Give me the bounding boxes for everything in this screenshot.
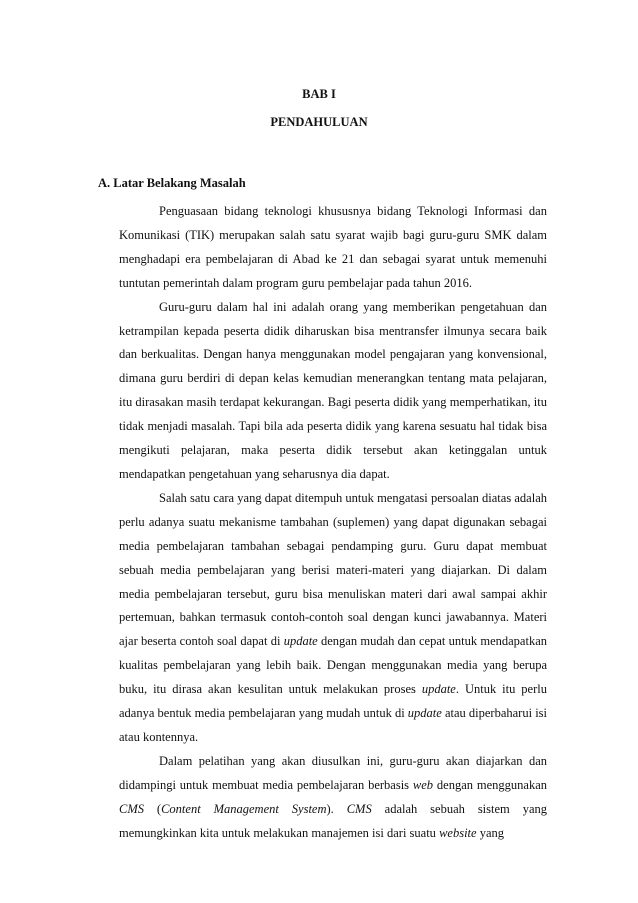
paragraph xyxy=(119,750,547,846)
text-run: Penguasaan bidang teknologi khususnya bidang Teknologi Informasi dan Komunikasi (TIK) merupakan salah satu syarat wajib bagi guru-guru SMK dalam menghadapi era pembelajaran di Abad ke 21 dan sebagai syarat untuk memenuhi tuntutan pemerintah dalam program guru pembelajar pada tahun 2016. xyxy=(119,204,547,290)
text-run: . Untuk itu perlu adanya bentuk media pembelajaran yang mudah untuk di xyxy=(119,682,547,721)
chapter-number: BAB I xyxy=(302,87,336,101)
italic-term: CMS xyxy=(119,801,144,816)
text-run: ( xyxy=(144,801,162,816)
italic-term: update xyxy=(407,706,442,721)
paragraph xyxy=(119,296,547,487)
paragraph xyxy=(119,200,547,296)
italic-term: update xyxy=(421,682,456,697)
italic-term: CMS xyxy=(346,801,372,816)
body-text xyxy=(119,200,547,845)
text-run: Guru-guru dalam hal ini adalah orang yang memberikan pengetahuan dan ketrampilan kepada peserta didik diharuskan bisa mentransfer ilmunya secara baik dan berkualitas. Dengan hanya menggunakan model pengajaran yang konvensional, dimana guru berdiri di depan kelas kemudian menerangkan tentang mata pelajaran, itu dirasakan masih terdapat kekurangan. Bagi peserta didik yang memperhatikan, itu tidak menjadi masalah. Tapi bila ada peserta didik yang karena sesuatu hal tidak bisa mengikuti pelajaran, maka peserta didik tersebut akan ketinggalan untuk mendapatkan pengetahuan yang seharusnya dia dapat. xyxy=(119,299,547,481)
text-run: dengan menggunakan xyxy=(433,777,547,792)
italic-term: website xyxy=(439,825,477,840)
text-run: adalah sebuah sistem yang memungkinkan kita untuk melakukan manajemen isi dari suatu xyxy=(119,801,547,840)
paragraph xyxy=(119,487,547,750)
italic-term: Content Management System xyxy=(161,801,327,816)
text-run: dengan mudah dan cepat untuk mendapatkan kualitas pembelajaran yang lebih baik. Dengan menggunakan media yang berupa buku, itu dirasa akan kesulitan untuk melakukan proses xyxy=(119,634,547,697)
text-run: Salah satu cara yang dapat ditempuh untuk mengatasi persoalan diatas adalah perlu adanya suatu mekanisme tambahan (suplemen) yang dapat digunakan sebagai media pembelajaran tambahan sebagai pendamping guru. Guru dapat membuat sebuah media pembelajaran yang berisi materi-materi yang diajarkan. Di dalam media pembelajaran tersebut, guru bisa menuliskan materi dari awal sampai akhir pertemuan, bahkan termasuk contoh-contoh soal dengan kunci jawabannya. Materi ajar beserta contoh soal dapat di xyxy=(119,490,547,649)
text-run: ). xyxy=(326,801,347,816)
italic-term: update xyxy=(283,634,318,649)
chapter-title: PENDAHULUAN xyxy=(270,115,368,129)
text-run: Dalam pelatihan yang akan diusulkan ini, guru-guru akan diajarkan dan didampingi untuk membuat media pembelajaran berbasis xyxy=(119,753,547,792)
section-heading: A. Latar Belakang Masalah xyxy=(98,176,246,190)
text-run: yang xyxy=(476,825,504,840)
italic-term: web xyxy=(412,777,434,792)
text-run: atau diperbaharui isi atau kontennya. xyxy=(119,706,547,744)
